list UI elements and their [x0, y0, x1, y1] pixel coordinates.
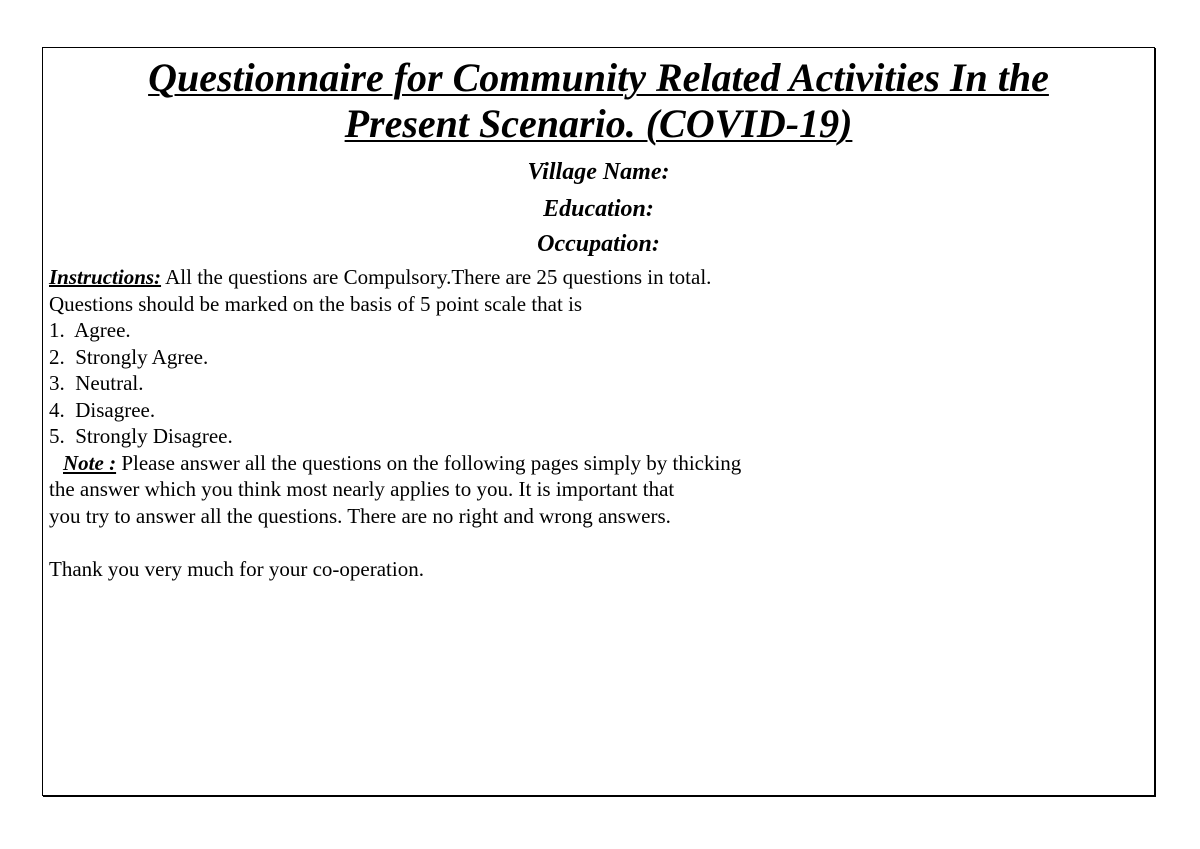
village-name-label: Village Name: [527, 159, 670, 185]
instructions-block [49, 264, 1139, 582]
education-label: Education: [543, 196, 654, 222]
scale-option-agree: 1. Agree. [49, 318, 131, 342]
scale-option-neutral: 3. Neutral. [49, 371, 144, 395]
scale-option-strongly-agree: 2. Strongly Agree. [49, 344, 209, 369]
document-frame [42, 47, 1155, 796]
instructions-line [49, 264, 1139, 291]
note-line-2: the answer which you think most nearly applies to you. It is important that [49, 477, 675, 501]
instructions-text: All the questions are Compulsory.There are 25 questions in total. [161, 265, 712, 289]
note-text-1: Please answer all the questions on the following pages simply by thicking [116, 450, 742, 475]
thank-you-line: Thank you very much for your co-operation. [49, 556, 424, 581]
instructions-label: Instructions: [49, 265, 162, 289]
scale-option-disagree: 4. Disagree. [49, 397, 156, 422]
document-title [43, 55, 1154, 147]
occupation-label: Occupation: [537, 231, 660, 257]
scale-option-strongly-disagree: 5. Strongly Disagree. [49, 424, 233, 448]
title-line-2: Present Scenario. (COVID-19) [344, 101, 853, 146]
blank-line [49, 529, 1139, 556]
note-line-3: you try to answer all the questions. There are no right and wrong answers. [49, 503, 671, 528]
title-line-1: Questionnaire for Community Related Activities In the [148, 55, 1049, 100]
scale-intro: Questions should be marked on the basis of 5 point scale that is [49, 291, 583, 316]
note-label: Note : [63, 450, 117, 475]
note-line-1 [49, 450, 1139, 477]
